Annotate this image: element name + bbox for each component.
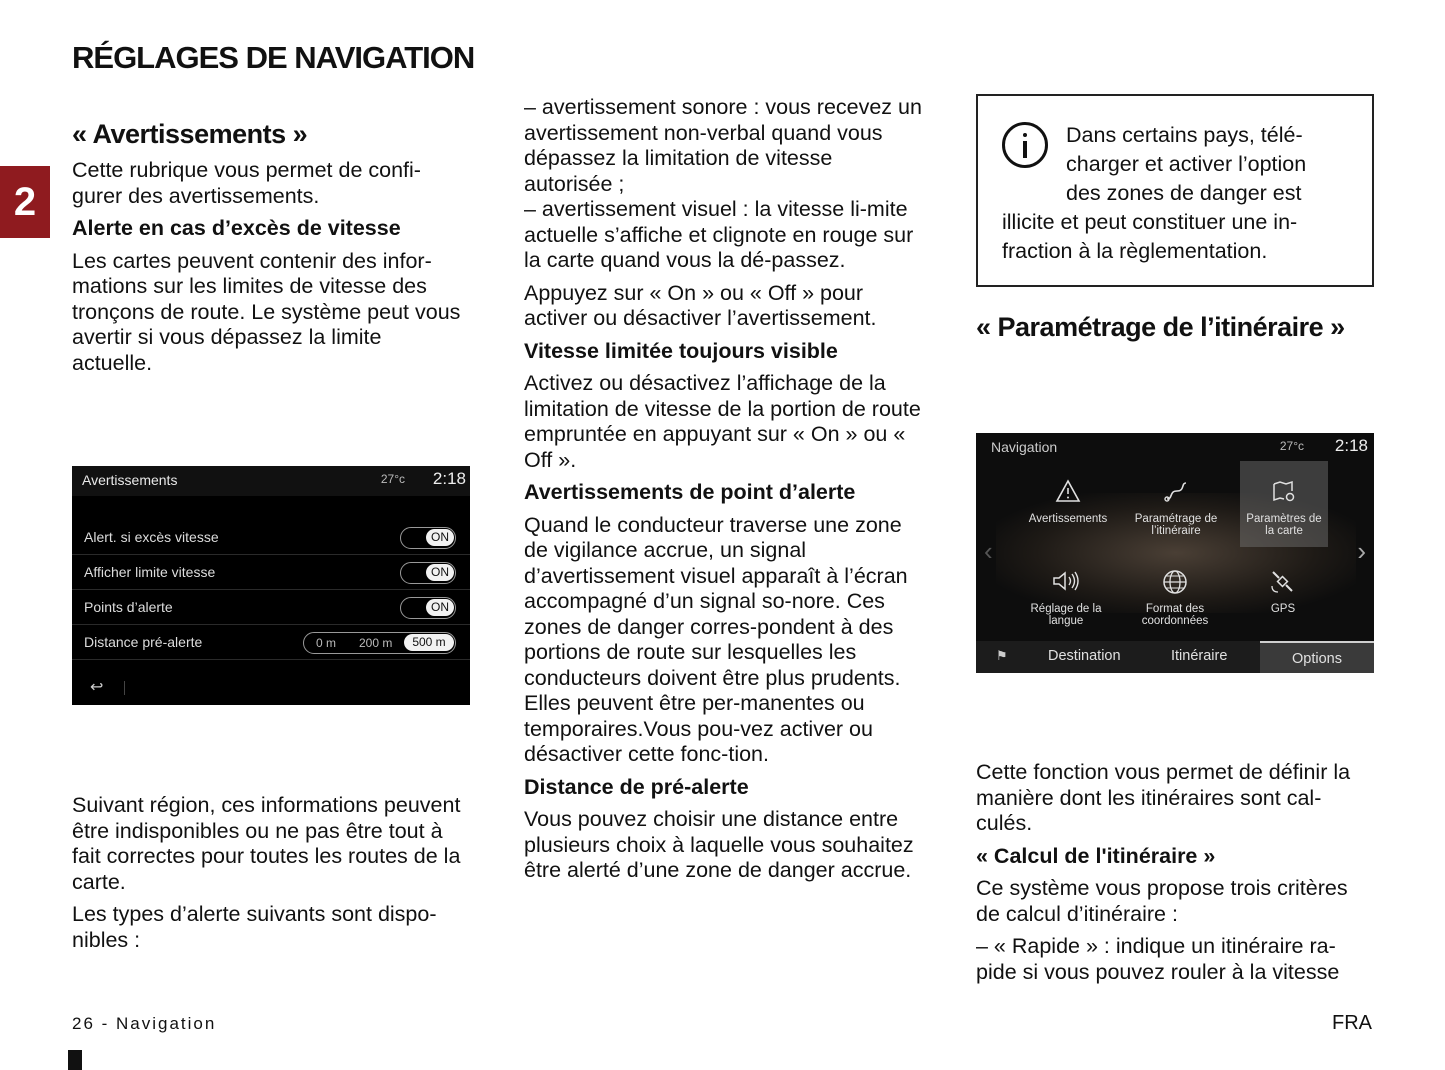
sound-warning-text: – avertissement sonore : vous recevez un avertissement non-verbal quand vous dépassez la limitation de vitesse autorisée ; [524, 95, 922, 196]
distance-text: Vous pouvez choisir une distance entre plusieurs choix à laquelle vous souhaitez être alerté d’une zone de danger accrue. [524, 807, 914, 882]
navigation-bottom-bar [976, 641, 1374, 673]
tile-parametrage-itineraire[interactable] [1122, 465, 1230, 551]
settings-row[interactable] [72, 555, 470, 590]
screen-topbar [72, 466, 470, 496]
tile-label: GPS [1270, 603, 1296, 615]
settings-row[interactable] [72, 590, 470, 625]
info-box [976, 94, 1374, 287]
chevron-right-icon[interactable]: › [1357, 536, 1366, 566]
region-text: Suivant région, ces informations peuvent être indisponibles ou ne pas être tout à fait correctes pour toutes les routes de la carte. [72, 793, 461, 894]
info-line: fraction à la règlementation. [1002, 239, 1268, 263]
chevron-left-icon[interactable]: ‹ [984, 536, 993, 566]
route-icon [1122, 479, 1230, 507]
info-line: illicite et peut constituer une in- [1002, 210, 1298, 234]
settings-row[interactable] [72, 520, 470, 555]
clock: 2:18 [1334, 436, 1368, 455]
visible-heading: Vitesse limitée toujours visible [524, 338, 838, 363]
distance-option[interactable]: 0 m [316, 636, 337, 650]
speaker-icon [1012, 569, 1120, 597]
tile-label: Paramètres de [1246, 513, 1322, 525]
divider [124, 681, 125, 695]
row-label: Alert. si excès vitesse [84, 529, 219, 545]
tile-gps[interactable] [1229, 555, 1337, 641]
satellite-icon [1229, 569, 1337, 597]
toggle-knob: ON [426, 599, 454, 616]
tile-parametres-carte[interactable] [1240, 461, 1328, 547]
itineraire-intro: Cette fonction vous permet de définir la manière dont les itinéraires sont cal-culés. [976, 760, 1351, 835]
settings-row[interactable] [72, 625, 470, 660]
row-label: Afficher limite vitesse [84, 564, 216, 580]
calc-heading: « Calcul de l'itinéraire » [976, 843, 1216, 868]
tile-langue[interactable] [1012, 555, 1120, 641]
points-heading: Avertissements de point d’alerte [524, 480, 856, 504]
clock: 2:18 [432, 469, 466, 488]
map-settings-icon [1240, 479, 1328, 507]
tile-label: coordonnées [1141, 615, 1209, 627]
temperature: 27°c [380, 472, 405, 486]
tile-label: Avertissements [1028, 513, 1108, 525]
row-label: Distance pré-alerte [84, 634, 203, 650]
alert-points-toggle[interactable] [400, 597, 456, 619]
warnings-screenshot [72, 466, 470, 705]
distance-option-selected[interactable]: 500 m [404, 634, 454, 651]
distance-heading: Distance de pré-alerte [524, 774, 749, 799]
warning-icon [1014, 479, 1122, 507]
screen-title: Navigation [991, 439, 1058, 455]
row-label: Points d’alerte [84, 599, 173, 615]
screen-topbar [976, 433, 1374, 463]
page-footer: 26 - Navigation [72, 1014, 217, 1033]
intro-text: Cette rubrique vous permet de confi-gurer des avertissements. [72, 158, 421, 208]
corner-mark [68, 1050, 82, 1070]
toggle-knob: ON [426, 564, 454, 581]
pre-alert-distance-selector[interactable] [303, 632, 456, 654]
speed-heading: Alerte en cas d’excès de vitesse [72, 216, 401, 240]
info-line: Dans certains pays, télé- [1066, 123, 1303, 147]
column-1 [72, 118, 467, 383]
tile-label: Réglage de la [1030, 603, 1102, 615]
distance-option[interactable]: 200 m [359, 636, 393, 650]
column-2 [524, 95, 924, 891]
tile-label: la carte [1265, 525, 1303, 537]
onoff-text: Appuyez sur « On » ou « Off » pour activer ou désactiver l’avertissement. [524, 280, 877, 330]
info-line: des zones de danger est [1066, 181, 1302, 205]
speed-text: Les cartes peuvent contenir des infor-mations sur les limites de vitesse des tronçons de route. Le système peut vous avertir si vous dépassez la limite actuelle. [72, 248, 461, 375]
tile-label: l’itinéraire [1151, 525, 1201, 537]
info-line: charger et activer l’option [1066, 152, 1307, 176]
chapter-tab: 2 [0, 166, 50, 238]
tab-destination[interactable]: Destination [1048, 648, 1121, 664]
column-3 [976, 760, 1376, 992]
section-heading-itineraire: « Paramétrage de l’itinéraire » [976, 312, 1345, 342]
language-code: FRA [1332, 1012, 1372, 1034]
tile-format-coordonnees[interactable] [1121, 555, 1229, 641]
types-text: Les types d’alerte suivants sont dispo-nibles : [72, 902, 437, 952]
page-title: RÉGLAGES DE NAVIGATION [72, 40, 475, 75]
speed-alert-toggle[interactable] [400, 527, 456, 549]
rapide-text: – « Rapide » : indique un itinéraire ra-pide si vous pouvez rouler à la vitesse [976, 934, 1340, 984]
visual-warning-text: – avertissement visuel : la vitesse li-mite actuelle s’affiche et clignote en rouge sur la carte quand vous la dé-passez. [524, 197, 914, 272]
back-icon[interactable]: ↩ [90, 679, 104, 696]
tile-label: langue [1048, 615, 1084, 627]
toggle-knob: ON [426, 529, 454, 546]
column-3-heading [976, 311, 1376, 350]
navigation-screenshot [976, 433, 1374, 673]
tile-avertissements[interactable] [1014, 465, 1122, 551]
tile-label: Format des [1145, 603, 1205, 615]
screen-title: Avertissements [82, 472, 178, 488]
info-text [1002, 121, 1352, 266]
column-1-bottom [72, 793, 467, 960]
temperature: 27°c [1279, 439, 1304, 453]
tile-label: Paramétrage de [1134, 513, 1218, 525]
tab-itineraire[interactable]: Itinéraire [1171, 648, 1228, 664]
globe-icon [1121, 569, 1229, 597]
section-heading-avertissements: « Avertissements » [72, 119, 308, 149]
points-text: Quand le conducteur traverse une zone de vigilance accrue, un signal d’avertissement visuel apparaît à l’écran accompagné d’un signal so-nore. Ces zones de danger corres-pondent à des portions de route sur lesquelles les conducteurs doivent être plus prudents. Elles peuvent être per-manentes ou temporaires.Vous pou-vez activer ou désactiver cette fonc-tion. [524, 512, 908, 766]
visible-text: Activez ou désactivez l’affichage de la limitation de vitesse de la portion de route empruntée en appuyant sur « On » ou « Off ». [524, 371, 921, 472]
show-limit-toggle[interactable] [400, 562, 456, 584]
tab-options[interactable]: Options [1260, 641, 1374, 673]
calc-text: Ce système vous propose trois critères de calcul d’itinéraire : [976, 876, 1348, 926]
flag-icon[interactable]: ⚑ [996, 648, 1008, 663]
